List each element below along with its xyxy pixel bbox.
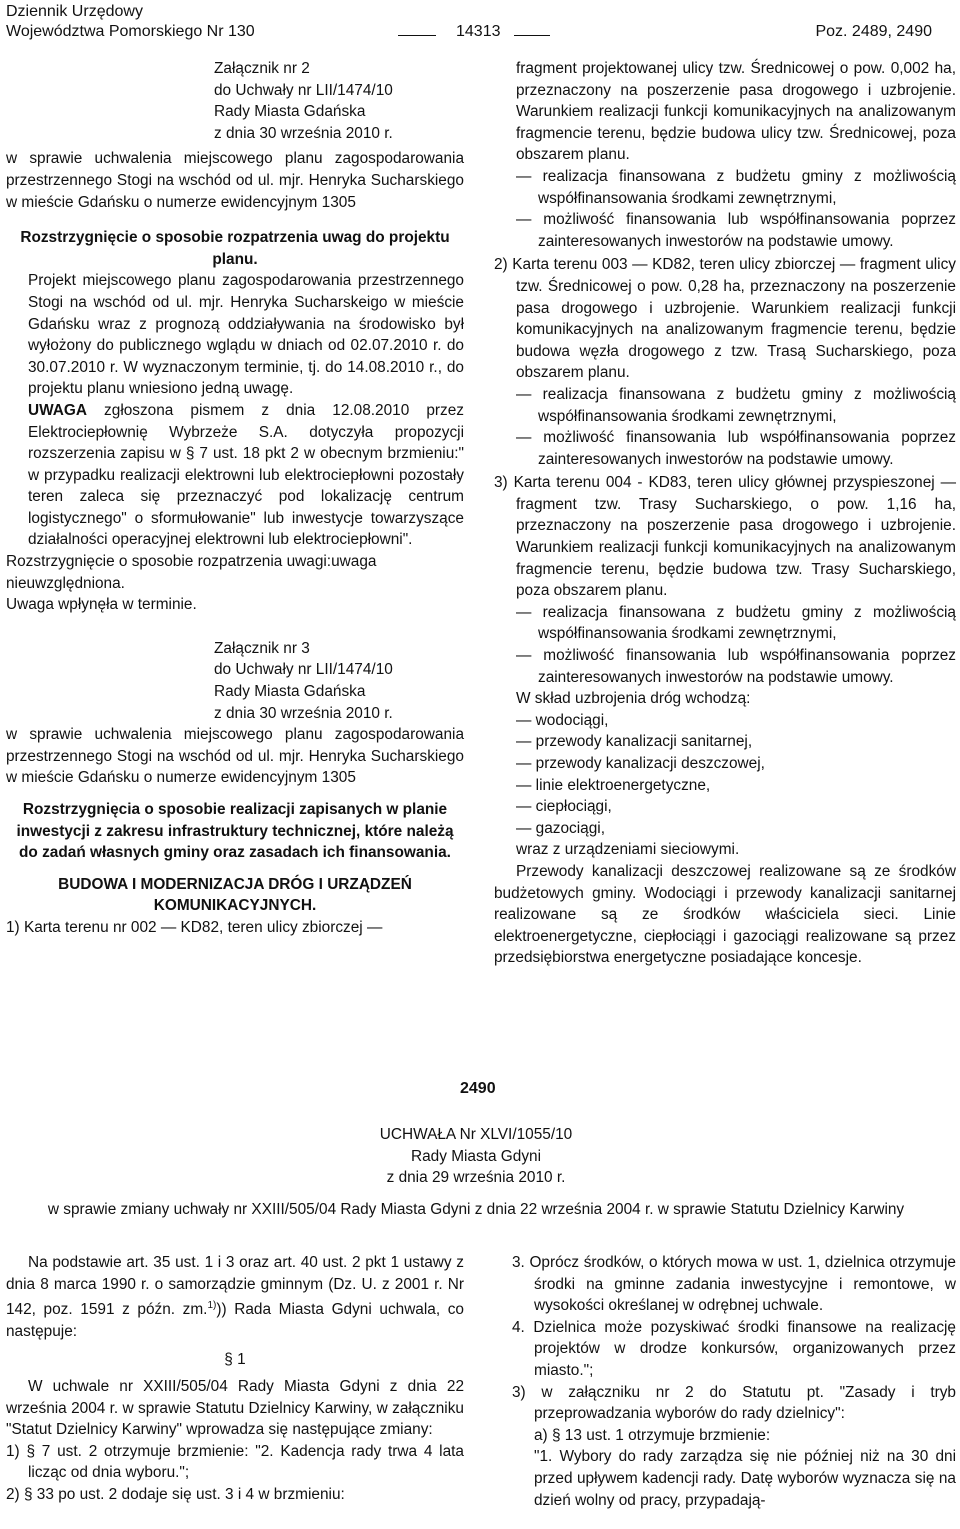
attachment3-line: Rady Miasta Gdańska <box>214 683 366 701</box>
item1-continuation: fragment projektowanej ulicy tzw. Średnicowej o pow. 0,002 ha, przeznaczony na poszerzenie pasa drogowego i uzbrojenie. Warunkiem realizacji funkcji komunikacyjnych na analizowanym fragmencie terenu, będzie budowa ulicy tzw. Średnicowej, poza obszarem planu. <box>516 60 956 164</box>
resolution-title: UCHWAŁA Nr XLVI/1055/10 <box>379 1126 573 1143</box>
amendment-3: 3) w załączniku nr 2 do Statutu pt. "Zasady i tryb przeprowadzania wyborów do rady dzielnicy": <box>512 1383 956 1423</box>
attachment2-decision: Rozstrzygnięcie o sposobie rozpatrzenia uwagi:uwaga nieuwzględniona. <box>6 553 377 592</box>
attachment2-line: z dnia 30 września 2010 r. <box>214 124 393 142</box>
legal-basis-text: Na podstawie art. 35 ust. 1 i 3 oraz art. 40 ust. 2 pkt 1 ustawy z dnia 8 marca 1990 r. o samorządzie gminnym (Dz. U. z 2001 r. Nr 142, poz. 1591 z późn. zm. <box>6 1254 464 1319</box>
attachment3-line: Załącznik nr 3 <box>214 639 310 657</box>
resolution-council: Rady Miasta Gdyni <box>410 1147 542 1165</box>
attachment2-remark <box>6 400 464 551</box>
utilities-intro: W skład uzbrojenia dróg wchodzą: <box>516 690 751 708</box>
item1-dash-b: — możliwość finansowania lub współfinansowania poprzez zainteresowanych inwestorów na podstawie umowy. <box>516 211 956 250</box>
attachment2-paragraph: Projekt miejscowego planu zagospodarowania przestrzennego Stogi na wschód od ul. mjr. Henryka Sucharskeigo w mieście Gdańsku wraz z prognozą oddziaływania na środowisko był wyłożony do publicznego wglądu w dniach od 02.07.2010 r. do 30.07.2010 r. W wyznaczonym terminie, tj. do 14.08.2010 r., do projektu planu wniesiono jedną uwagę. <box>28 272 464 398</box>
utility-item: — wodociągi, <box>516 711 609 729</box>
resolution-header <box>6 1124 946 1220</box>
right-column <box>494 58 956 969</box>
resolution-subject: w sprawie zmiany uchwały nr XXIII/505/04 Rady Miasta Gdyni z dnia 22 września 2004 r. w sprawie Statutu Dzielnicy Karwiny <box>47 1200 905 1218</box>
attachment2-line: Rady Miasta Gdańska <box>214 103 366 121</box>
header-rule-right <box>514 35 550 36</box>
paragraph-sign: § 1 <box>224 1350 246 1368</box>
amendment-intro: W uchwale nr XXIII/505/04 Rady Miasta Gdyni z dnia 22 września 2004 r. w sprawie Statutu Dzielnicy Karwiny, w załączniku "Statut Dzielnicy Karwiny" wprowadza się następujące zmiany: <box>6 1378 464 1439</box>
legal-basis-end: )) Rada Miasta Gdyni uchwala, co następuje: <box>6 1301 464 1340</box>
amendment-2: 2) § 33 po ust. 2 dodaje się ust. 3 i 4 w brzmieniu: <box>6 1486 345 1504</box>
attachment3-section-heading: BUDOWA I MODERNIZACJA DRÓG I URZĄDZEŃ KOMUNIKACYJNYCH. <box>58 875 412 915</box>
utility-item: — linie elektroenergetyczne, <box>516 776 711 794</box>
utility-item: — ciepłociągi, <box>516 798 612 816</box>
item2-dash-b: — możliwość finansowania lub współfinansowania poprzez zainteresowanych inwestorów na podstawie umowy. <box>516 429 956 468</box>
position-number: Poz. 2489, 2490 <box>815 23 932 40</box>
resolution-left-column <box>6 1252 464 1506</box>
journal-title: Dziennik Urzędowy <box>6 3 143 20</box>
item2-dash-a: — realizacja finansowana z budżetu gminy z możliwością współfinansowania środkami zewnętrznymi, <box>516 385 956 425</box>
position-2490: 2490 <box>460 1080 496 1097</box>
attachment3-header <box>6 638 464 724</box>
item-2: 2) Karta terenu 003 — KD82, teren ulicy zbiorczej — fragment ulicy tzw. Średnicowej o pow. 0,28 ha, przeznaczony na poszerzenie pasa drogowego i uzbrojenie. Warunkiem realizacji funkcji komunikacyjnych na analizowanym fragmencie terenu, będzie budowa węzła drogowego z tzw. Trasą Sucharskiego, poza obszarem planu. <box>494 256 956 382</box>
footnote-ref: 1) <box>207 1300 217 1312</box>
resolution-right-column <box>494 1252 956 1511</box>
attachment3-heading: Rozstrzygnięcia o sposobie realizacji zapisanych w planie inwestycji z zakresu infrastruktury technicznej, które należą do zadań własnych gminy oraz zasadach ich finansowania. <box>16 801 454 862</box>
attachment3-subject: w sprawie uchwalenia miejscowego planu zagospodarowania przestrzennego Stogi na wschód od ul. mjr. Henryka Sucharskiego w mieście Gdańsku o numerze ewidencyjnym 1305 <box>6 726 464 787</box>
item3-dash-b: — możliwość finansowania lub współfinansowania poprzez zainteresowanych inwestorów na podstawie umowy. <box>516 647 956 686</box>
utilities-closing: wraz z urządzeniami sieciowymi. <box>516 841 740 859</box>
attachment2-note: Uwaga wpłynęła w terminie. <box>6 596 197 614</box>
amendment-3a-text: "1. Wybory do rady zarządza się nie później niż na 30 dni przed upływem kadencji rady. Datę wyborów wyznacza się na dzień wolny od pracy, przypadają- <box>534 1448 956 1509</box>
utility-item: — przewody kanalizacji sanitarnej, <box>516 733 753 751</box>
item3-dash-a: — realizacja finansowana z budżetu gminy z możliwością współfinansowania środkami zewnętrznymi, <box>516 603 956 643</box>
resolution-date: z dnia 29 września 2010 r. <box>386 1169 566 1187</box>
attachment3-item-1: 1) Karta terenu nr 002 — KD82, teren ulicy zbiorczej — <box>6 918 383 936</box>
financing-paragraph: Przewody kanalizacji deszczowej realizowane są ze środków budżetowych gminy. Wodociągi i przewody kanalizacji sanitarnej realizowane są ze środków właściciela sieci. Linie elektroenergetyczne, ciepłociągi i gazociągi realizowane są przez przedsiębiorstwa energetyczne posiadające koncesje. <box>494 862 956 967</box>
remark-text: zgłoszona pismem z dnia 12.08.2010 przez Elektrociepłownię Wybrzeże S.A. dotyczyła propozycji rozszerzenia zapisu w § 7 ust. 18 pkt 2 w obecnym brzmieniu:" w przypadku realizacji elektrowni lub elektrociepłowni pozostały teren zaleca się przeznaczyć pod lokalizację centrum logistycznego" o sformułowanie" lub inwestycje towarzyszące działalności operacyjnej elektrowni lub elektrociepłowni". <box>28 401 464 549</box>
legal-basis <box>6 1252 464 1343</box>
attachment3-line: do Uchwały nr LII/1474/10 <box>214 661 393 679</box>
clause-3: 3. Oprócz środków, o których mowa w ust. 1, dzielnica otrzymuje środki na gminne zadania inwestycyjne i remontowe, w wysokości określanej w odrębnej uchwale. <box>512 1254 956 1315</box>
amendment-3a: a) § 13 ust. 1 otrzymuje brzmienie: <box>534 1426 771 1444</box>
attachment2-subject: w sprawie uchwalenia miejscowego planu zagospodarowania przestrzennego Stogi na wschód od ul. mjr. Henryka Sucharskiego w mieście Gdańsku o numerze ewidencyjnym 1305 <box>6 150 464 211</box>
header-rule-left <box>398 35 436 36</box>
clause-4: 4. Dzielnica może pozyskiwać środki finansowe na realizację projektów w drodze konkursów, organizowanych przez miasto."; <box>512 1318 956 1379</box>
page-number: 14313 <box>456 23 501 40</box>
journal-issue: Województwa Pomorskiego Nr 130 <box>6 23 255 40</box>
utility-item: — gazociągi, <box>516 819 605 837</box>
attachment3-line: z dnia 30 września 2010 r. <box>214 704 393 722</box>
remark-label: UWAGA <box>28 401 87 419</box>
attachment2-header <box>6 58 464 144</box>
item1-dash-a: — realizacja finansowana z budżetu gminy z możliwością współfinansowania środkami zewnętrznymi, <box>516 167 956 207</box>
attachment2-heading: Rozstrzygnięcie o sposobie rozpatrzenia uwag do projektu planu. <box>20 229 450 268</box>
journal-header <box>6 2 255 42</box>
amendment-1: 1) § 7 ust. 2 otrzymuje brzmienie: "2. Kadencja rady trwa 4 lata licząc od dnia wyboru."; <box>6 1442 464 1482</box>
attachment2-line: Załącznik nr 2 <box>214 60 310 77</box>
left-column <box>6 58 464 939</box>
attachment2-line: do Uchwały nr LII/1474/10 <box>214 81 393 99</box>
item-3: 3) Karta terenu 004 - KD83, teren ulicy głównej przyspieszonej — fragment tzw. Trasy Sucharskiego, o pow. 1,16 ha, przeznaczony na poszerzenie pasa drogowego i uzbrojenie. Warunkiem realizacji funkcji komunikacyjnych na analizowanym fragmencie terenu, będzie budowa tzw. Trasy Sucharskiego, poza obszarem planu. <box>494 474 956 600</box>
utility-item: — przewody kanalizacji deszczowej, <box>516 755 765 772</box>
